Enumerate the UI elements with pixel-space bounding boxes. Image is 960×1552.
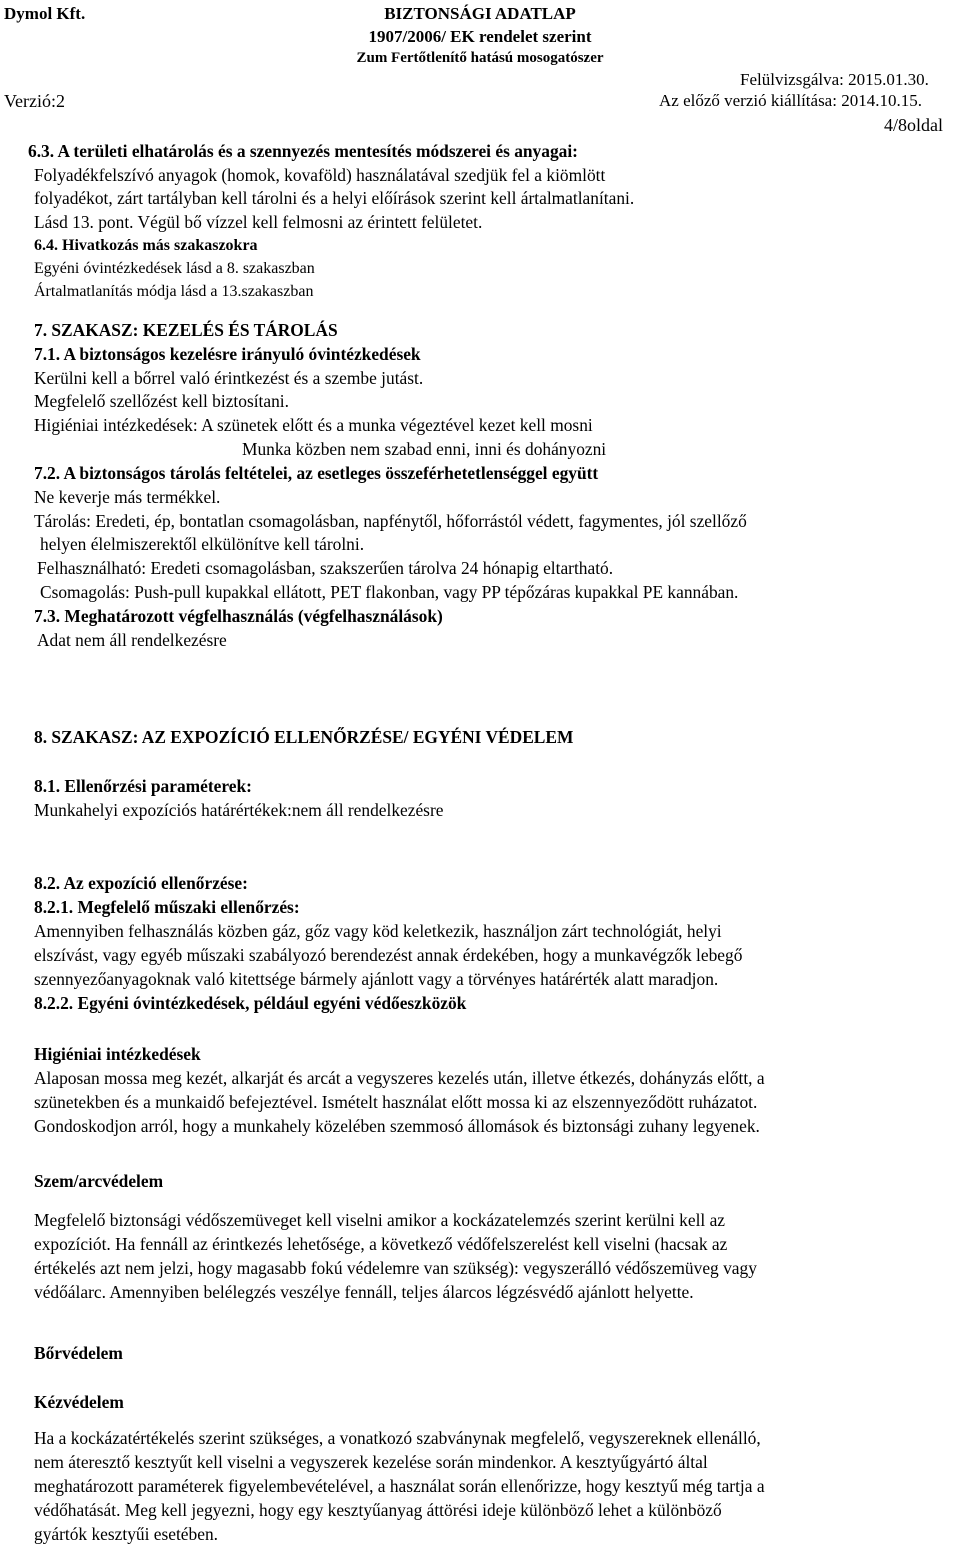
- text-line: Folyadékfelszívó anyagok (homok, kovaföld) használatával szedjük fel a kiömlött: [34, 165, 606, 185]
- regulation-reference: 1907/2006/ EK rendelet szerint: [368, 27, 592, 46]
- text-line: Lásd 13. pont. Végül bő vízzel kell felmosni az érintett felületet.: [34, 212, 483, 232]
- previous-version-date: Az előző verzió kiállítása: 2014.10.15.: [659, 91, 922, 110]
- text-line: elszívást, vagy egyéb műszaki szabályozó berendezést annak érdekében, hogy a munkavégzők lebegő: [34, 945, 743, 965]
- version-label: Verzió:2: [4, 91, 65, 111]
- heading-8-2-2: 8.2.2. Egyéni óvintézkedések, például egyéni védőeszközök: [34, 993, 467, 1013]
- text-line: expozíciót. Ha fennáll az érintkezés lehetősége, a következő védőfelszerelést kell viselni (hacsak az: [34, 1234, 728, 1254]
- text-line: szennyezőanyagoknak való kitettsége bármely ajánlott vagy a törvényes határérték alatt maradjon.: [34, 969, 719, 989]
- text-line: Felhasználható: Eredeti csomagolásban, szakszerűen tárolva 24 hónapig eltartható.: [37, 558, 614, 578]
- product-name: Zum Fertőtlenítő hatású mosogatószer: [356, 50, 604, 66]
- text-line: Ha a kockázatértékelés szerint szükséges, a vonatkozó szabványnak megfelelő, vegyszereknek ellenálló,: [34, 1428, 761, 1448]
- subheading-hygiene: Higiéniai intézkedések: [34, 1044, 201, 1064]
- section-7-heading: 7. SZAKASZ: KEZELÉS ÉS TÁROLÁS: [34, 320, 338, 340]
- text-line: Munkahelyi expozíciós határértékek:nem áll rendelkezésre: [34, 800, 444, 820]
- text-line: védőhatását. Meg kell jegyezni, hogy egy kesztyűanyag áttörési ideje különböző lehet a különböző: [34, 1500, 722, 1520]
- text-line: értékelés azt nem jelzi, hogy magasabb fokú védelemre van szükség): vegyszerálló védőszemüveg vagy: [34, 1258, 757, 1278]
- text-line: meghatározott paraméterek figyelembevételével, a használat során ellenőrizze, hogy kesztyű még tartja a: [34, 1476, 765, 1496]
- heading-8-2-1: 8.2.1. Megfelelő műszaki ellenőrzés:: [34, 897, 300, 917]
- text-line: helyen élelmiszerektől elkülönítve kell tárolni.: [40, 534, 365, 554]
- text-line: Ártalmatlanítás módja lásd a 13.szakaszban: [34, 283, 314, 300]
- text-line: gyártók kesztyűi esetében.: [34, 1524, 218, 1544]
- company-name: Dymol Kft.: [4, 4, 86, 23]
- text-line: Adat nem áll rendelkezésre: [37, 630, 227, 650]
- text-line: szünetekben és a munkaidő befejeztével. Ismételt használat előtt mossa ki az elszennyeződött ruházatot.: [34, 1092, 758, 1112]
- text-line: Amennyiben felhasználás közben gáz, gőz vagy köd keletkezik, használjon zárt technológiát, helyi: [34, 921, 722, 941]
- review-date: Felülvizsgálva: 2015.01.30.: [740, 70, 929, 89]
- document-title: BIZTONSÁGI ADATLAP: [384, 4, 576, 23]
- heading-7-3: 7.3. Meghatározott végfelhasználás (végfelhasználások): [34, 606, 443, 626]
- heading-8-2: 8.2. Az expozíció ellenőrzése:: [34, 873, 248, 893]
- text-line: Munka közben nem szabad enni, inni és dohányozni: [242, 439, 607, 459]
- text-line: nem áteresztő kesztyűt kell viselni a vegyszerek kezelése során mindenkor. A kesztyűgyártó által: [34, 1452, 708, 1472]
- page-number: 4/8oldal: [884, 115, 943, 135]
- heading-6-4: 6.4. Hivatkozás más szakaszokra: [34, 237, 258, 254]
- text-line: védőálarc. Amennyiben belélegzés veszélye fennáll, teljes álarcos légzésvédő ajánlott helyette.: [34, 1282, 694, 1302]
- text-line: Higiéniai intézkedések: A szünetek előtt és a munka végeztével kezet kell mosni: [34, 415, 593, 435]
- heading-7-1: 7.1. A biztonságos kezelésre irányuló óvintézkedések: [34, 344, 421, 364]
- text-line: Gondoskodjon arról, hogy a munkahely közelében szemmosó állomások és biztonsági zuhany legyenek.: [34, 1116, 760, 1136]
- text-line: Megfelelő biztonsági védőszemüveget kell viselni amikor a kockázatelemzés szerint kerülni kell az: [34, 1210, 726, 1230]
- subheading-skin: Bőrvédelem: [34, 1343, 123, 1363]
- subheading-hand: Kézvédelem: [34, 1392, 124, 1412]
- text-line: Csomagolás: Push-pull kupakkal ellátott, PET flakonban, vagy PP tépőzáras kupakkal PE kannában.: [40, 582, 739, 602]
- text-line: Ne keverje más termékkel.: [34, 487, 221, 507]
- text-line: Megfelelő szellőzést kell biztosítani.: [34, 391, 289, 411]
- section-8-heading: 8. SZAKASZ: AZ EXPOZÍCIÓ ELLENŐRZÉSE/ EGYÉNI VÉDELEM: [34, 727, 574, 747]
- heading-7-2: 7.2. A biztonságos tárolás feltételei, az esetleges összeférhetetlenséggel együtt: [34, 463, 599, 483]
- text-line: Alaposan mossa meg kezét, alkarját és arcát a vegyszeres kezelés után, illetve étkezés, dohányzás előtt, a: [34, 1068, 765, 1088]
- text-line: Kerülni kell a bőrrel való érintkezést és a szembe jutást.: [34, 368, 424, 388]
- heading-8-1: 8.1. Ellenőrzési paraméterek:: [34, 776, 252, 796]
- text-line: Tárolás: Eredeti, ép, bontatlan csomagolásban, napfénytől, hőforrástól védett, fagymentes, jól szellőző: [34, 511, 747, 531]
- text-line: Egyéni óvintézkedések lásd a 8. szakaszban: [34, 260, 315, 277]
- heading-6-3: 6.3. A területi elhatárolás és a szennyezés mentesítés módszerei és anyagai:: [28, 141, 578, 161]
- text-line: folyadékot, zárt tartályban kell tárolni és a helyi előírások szerint kell ártalmatlanítani.: [34, 188, 635, 208]
- subheading-eye-face: Szem/arcvédelem: [34, 1171, 164, 1191]
